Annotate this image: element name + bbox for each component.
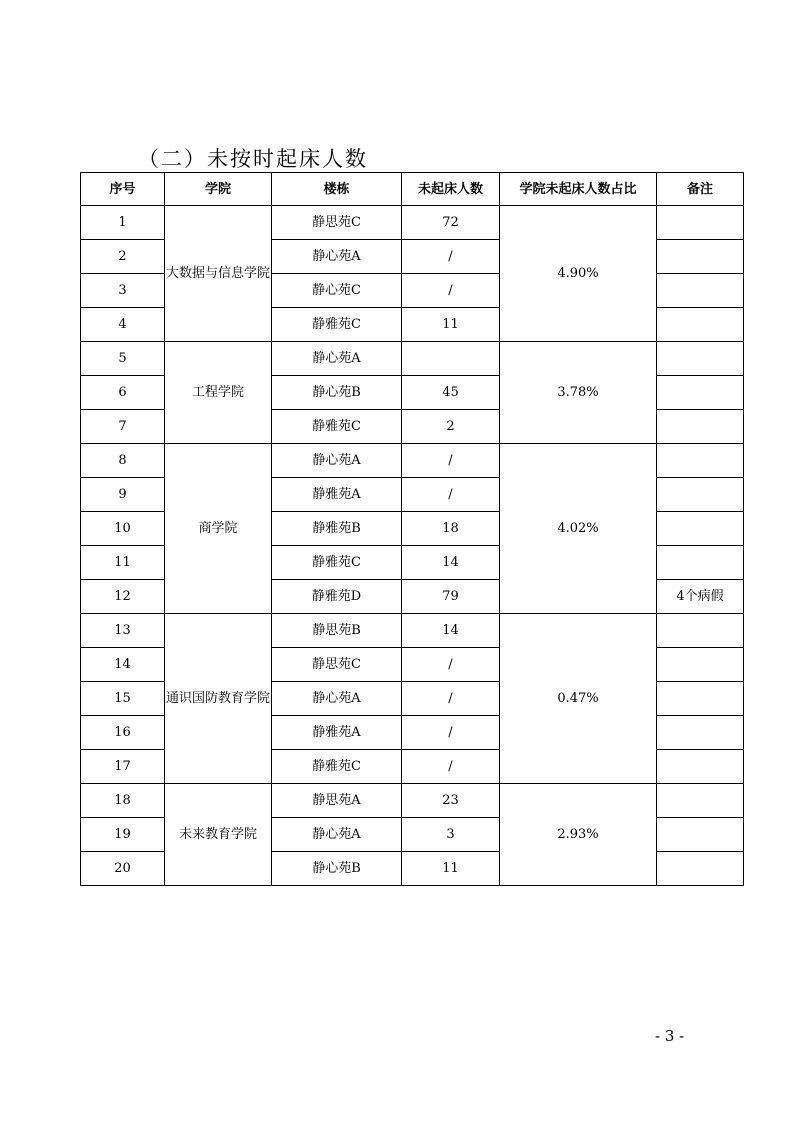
header-count: 未起床人数 [402, 173, 500, 206]
cell-note [657, 308, 744, 342]
cell-building: 静雅苑C [272, 546, 402, 580]
cell-building: 静雅苑A [272, 716, 402, 750]
cell-building: 静思苑C [272, 648, 402, 682]
cell-no: 19 [81, 818, 165, 852]
cell-no: 15 [81, 682, 165, 716]
table-row [81, 206, 744, 240]
cell-building: 静心苑C [272, 274, 402, 308]
cell-count: 18 [402, 512, 500, 546]
cell-count: / [402, 274, 500, 308]
cell-no: 7 [81, 410, 165, 444]
cell-college: 大数据与信息学院 [165, 206, 272, 342]
cell-count: / [402, 682, 500, 716]
cell-count: 72 [402, 206, 500, 240]
cell-building: 静雅苑C [272, 308, 402, 342]
cell-no: 8 [81, 444, 165, 478]
cell-count: / [402, 648, 500, 682]
table-body [81, 206, 744, 886]
cell-note [657, 716, 744, 750]
cell-ratio: 4.02% [500, 444, 657, 614]
cell-count: 11 [402, 852, 500, 886]
cell-no: 20 [81, 852, 165, 886]
header-row [81, 173, 744, 206]
cell-no: 4 [81, 308, 165, 342]
header-ratio: 学院未起床人数占比 [500, 173, 657, 206]
cell-no: 9 [81, 478, 165, 512]
cell-no: 5 [81, 342, 165, 376]
table-row [81, 444, 744, 478]
cell-count: / [402, 240, 500, 274]
cell-building: 静雅苑D [272, 580, 402, 614]
cell-note [657, 410, 744, 444]
cell-no: 6 [81, 376, 165, 410]
section-title: （二）未按时起床人数 [138, 147, 368, 171]
cell-count: 11 [402, 308, 500, 342]
cell-note [657, 614, 744, 648]
table-row [81, 614, 744, 648]
cell-count: / [402, 444, 500, 478]
cell-ratio: 3.78% [500, 342, 657, 444]
cell-note [657, 240, 744, 274]
cell-note [657, 784, 744, 818]
cell-no: 12 [81, 580, 165, 614]
header-building: 楼栋 [272, 173, 402, 206]
cell-note [657, 682, 744, 716]
cell-note [657, 750, 744, 784]
cell-no: 2 [81, 240, 165, 274]
cell-no: 3 [81, 274, 165, 308]
cell-count: / [402, 750, 500, 784]
cell-note [657, 342, 744, 376]
cell-count: 23 [402, 784, 500, 818]
cell-note [657, 818, 744, 852]
cell-note [657, 852, 744, 886]
cell-note [657, 648, 744, 682]
cell-no: 13 [81, 614, 165, 648]
cell-note [657, 444, 744, 478]
cell-count [402, 342, 500, 376]
cell-no: 14 [81, 648, 165, 682]
cell-building: 静心苑A [272, 818, 402, 852]
cell-building: 静心苑A [272, 682, 402, 716]
table-row [81, 342, 744, 376]
cell-building: 静心苑B [272, 376, 402, 410]
cell-college: 未来教育学院 [165, 784, 272, 886]
cell-note [657, 206, 744, 240]
cell-building: 静心苑A [272, 240, 402, 274]
cell-count: / [402, 478, 500, 512]
header-college: 学院 [165, 173, 272, 206]
header-note: 备注 [657, 173, 744, 206]
cell-building: 静雅苑A [272, 478, 402, 512]
cell-no: 11 [81, 546, 165, 580]
header-no: 序号 [81, 173, 165, 206]
cell-building: 静心苑A [272, 444, 402, 478]
cell-count: 3 [402, 818, 500, 852]
cell-count: 79 [402, 580, 500, 614]
cell-note [657, 546, 744, 580]
cell-count: 14 [402, 546, 500, 580]
cell-count: 45 [402, 376, 500, 410]
cell-building: 静思苑B [272, 614, 402, 648]
cell-building: 静雅苑B [272, 512, 402, 546]
cell-building: 静思苑C [272, 206, 402, 240]
cell-no: 10 [81, 512, 165, 546]
cell-college: 通识国防教育学院 [165, 614, 272, 784]
cell-note [657, 376, 744, 410]
cell-count: 14 [402, 614, 500, 648]
cell-building: 静雅苑C [272, 410, 402, 444]
cell-college: 工程学院 [165, 342, 272, 444]
cell-note [657, 478, 744, 512]
cell-note: 4个病假 [657, 580, 744, 614]
cell-building: 静思苑A [272, 784, 402, 818]
cell-building: 静心苑B [272, 852, 402, 886]
wakeup-table [80, 172, 744, 886]
cell-note [657, 512, 744, 546]
cell-ratio: 0.47% [500, 614, 657, 784]
cell-no: 18 [81, 784, 165, 818]
cell-college: 商学院 [165, 444, 272, 614]
cell-note [657, 274, 744, 308]
cell-no: 16 [81, 716, 165, 750]
cell-no: 1 [81, 206, 165, 240]
page-number: - 3 - [655, 1027, 685, 1045]
cell-no: 17 [81, 750, 165, 784]
cell-count: 2 [402, 410, 500, 444]
cell-count: / [402, 716, 500, 750]
cell-building: 静心苑A [272, 342, 402, 376]
cell-building: 静雅苑C [272, 750, 402, 784]
cell-ratio: 2.93% [500, 784, 657, 886]
table-row [81, 784, 744, 818]
cell-ratio: 4.90% [500, 206, 657, 342]
